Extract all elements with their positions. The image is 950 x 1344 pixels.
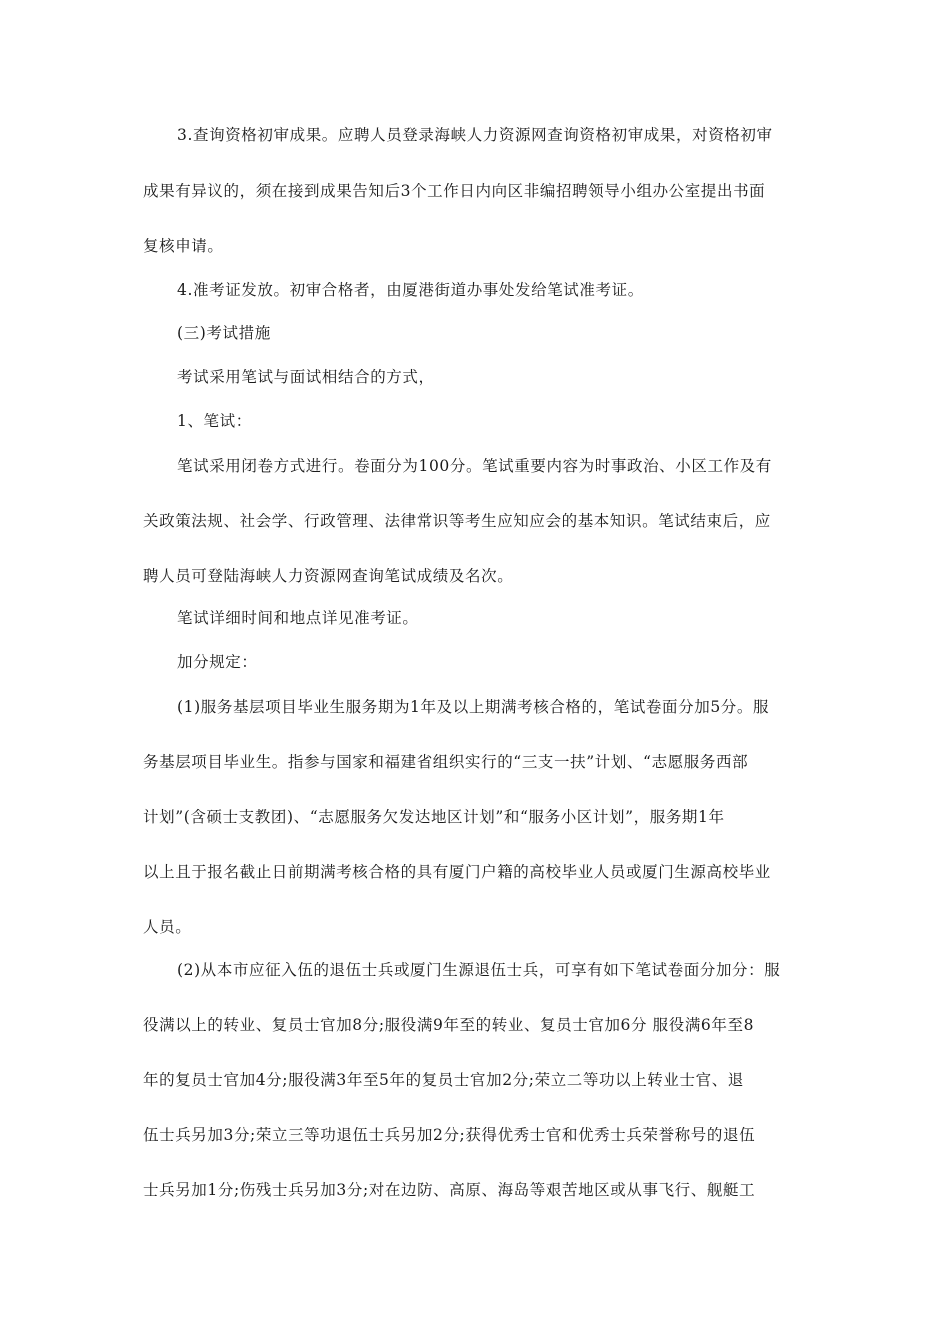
paragraph-line: 伍士兵另加3分;荣立三等功退伍士兵另加2分;获得优秀士官和优秀士兵荣誉称号的退伍 (143, 1126, 756, 1144)
paragraph-line: 3.查询资格初审成果。应聘人员登录海峡人力资源网查询资格初审成果，对资格初审 (177, 126, 773, 144)
paragraph-line: (1)服务基层项目毕业生服务期为1年及以上期满考核合格的，笔试卷面分加5分。服 (177, 698, 770, 716)
paragraph-line: 成果有异议的，须在接到成果告知后3个工作日内向区非编招聘领导小组办公室提出书面 (143, 182, 766, 200)
paragraph-line: 加分规定： (177, 653, 258, 671)
paragraph-line: 笔试详细时间和地点详见准考证。 (177, 609, 419, 627)
paragraph-line: (2)从本市应征入伍的退伍士兵或厦门生源退伍士兵，可享有如下笔试卷面分加分：服 (177, 961, 781, 979)
paragraph-line: 年的复员士官加4分;服役满3年至5年的复员士官加2分;荣立二等功以上转业士官、退 (143, 1071, 744, 1089)
paragraph-line: 计划”(含硕士支教团)、“志愿服务欠发达地区计划”和“服务小区计划”，服务期1年 (143, 808, 725, 826)
paragraph-line: 复核申请。 (143, 237, 224, 255)
paragraph-line: 关政策法规、社会学、行政管理、法律常识等考生应知应会的基本知识。笔试结束后，应 (143, 512, 771, 530)
paragraph-line: 士兵另加1分;伤残士兵另加3分;对在边防、高原、海岛等艰苦地区或从事飞行、舰艇工 (143, 1181, 756, 1199)
paragraph-line: 役满以上的转业、复员士官加8分;服役满9年至的转业、复员士官加6分 服役满6年至8 (143, 1016, 755, 1034)
paragraph-line: 以上且于报名截止日前期满考核合格的具有厦门户籍的高校毕业人员或厦门生源高校毕业 (143, 863, 771, 881)
paragraph-line: 笔试采用闭卷方式进行。卷面分为100分。笔试重要内容为时事政治、小区工作及有 (177, 457, 772, 475)
section-heading: (三)考试措施 (177, 324, 271, 342)
paragraph-line: 考试采用笔试与面试相结合的方式， (177, 368, 435, 386)
paragraph-line: 人员。 (143, 918, 192, 936)
subsection-heading: 1、笔试： (177, 412, 252, 430)
paragraph-line: 聘人员可登陆海峡人力资源网查询笔试成绩及名次。 (143, 567, 514, 585)
paragraph-line: 务基层项目毕业生。指参与国家和福建省组织实行的“三支一扶”计划、“志愿服务西部 (143, 753, 749, 771)
paragraph-line: 4.准考证发放。初审合格者，由厦港街道办事处发给笔试准考证。 (177, 281, 644, 299)
